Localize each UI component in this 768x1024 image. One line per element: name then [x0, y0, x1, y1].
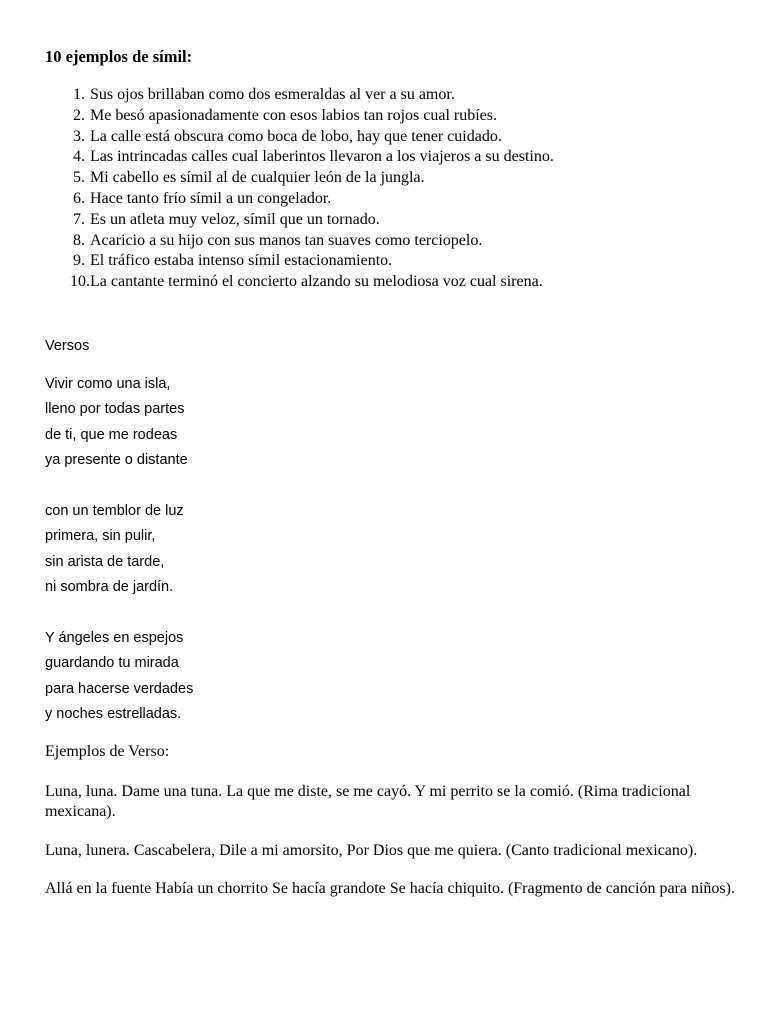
list-item [45, 189, 735, 210]
list-item [45, 251, 735, 272]
verse-line: y noches estrelladas. [45, 706, 182, 723]
list-item [45, 127, 735, 148]
list-item-number: 7. [73, 210, 85, 228]
list-item-number: 9. [73, 252, 85, 270]
list-item-text: Es un atleta muy veloz, símil que un tornado. [90, 210, 380, 228]
page-title: 10 ejemplos de símil: [45, 47, 193, 66]
list-item-number: 2. [73, 106, 85, 124]
list-item-number: 8. [73, 231, 85, 249]
verse-line: guardando tu mirada [45, 655, 179, 672]
verse-example: Luna, lunera. Cascabelera, Dile a mi amorsito, Por Dios que me quiera. (Canto tradicional mexicano). [45, 841, 698, 859]
list-item-text: Mi cabello es símil al de cualquier león de la jungla. [90, 169, 425, 187]
list-item-number: 6. [73, 189, 85, 207]
verse-line: ya presente o distante [45, 452, 188, 469]
verse-example: Luna, luna. Dame una tuna. La que me diste, se me cayó. Y mi perrito se la comió. (Rima tradicional mexicana). [45, 782, 691, 821]
verse-line: con un temblor de luz [45, 502, 184, 519]
verse-line: para hacerse verdades [45, 680, 194, 697]
simile-list [45, 85, 735, 293]
document-page [45, 46, 735, 918]
list-item-text: La calle está obscura como boca de lobo, hay que tener cuidado. [90, 127, 502, 145]
verses-section-title: Versos [45, 337, 90, 354]
list-item [45, 85, 735, 106]
list-item-number: 5. [73, 169, 85, 187]
verse-line: primera, sin pulir, [45, 528, 156, 545]
list-item-text: Las intrincadas calles cual laberintos llevaron a los viajeros a su destino. [90, 148, 554, 166]
stanza [45, 499, 735, 601]
verse-line: de ti, que me rodeas [45, 426, 178, 443]
list-item [45, 168, 735, 189]
verse-line: lleno por todas partes [45, 401, 185, 418]
verse-example: Allá en la fuente Había un chorrito Se hacía grandote Se hacía chiquito. (Fragmento de canción para niños). [45, 880, 735, 898]
verse-line: Y ángeles en espejos [45, 629, 184, 646]
verse-line: ni sombra de jardín. [45, 579, 174, 596]
list-item [45, 106, 735, 127]
verse-line: sin arista de tarde, [45, 553, 165, 570]
list-item [45, 272, 735, 293]
list-item-number: 4. [73, 148, 85, 166]
list-item [45, 147, 735, 168]
list-item [45, 210, 735, 231]
list-item-text: Sus ojos brillaban como dos esmeraldas al ver a su amor. [90, 86, 455, 103]
list-item-number: 10. [70, 273, 90, 291]
list-item [45, 231, 735, 252]
list-item-text: Me besó apasionadamente con esos labios tan rojos cual rubíes. [90, 106, 497, 124]
stanza [45, 372, 735, 474]
list-item-number: 3. [73, 127, 85, 145]
examples-section-title: Ejemplos de Verso: [45, 742, 170, 760]
list-item-text: La cantante terminó el concierto alzando su melodiosa voz cual sirena. [90, 273, 543, 291]
stanza [45, 626, 735, 728]
list-item-text: Acaricio a su hijo con sus manos tan suaves como terciopelo. [90, 231, 483, 249]
list-item-number: 1. [73, 86, 85, 103]
verse-line: Vivir como una isla, [45, 375, 171, 392]
list-item-text: El tráfico estaba intenso símil estacionamiento. [90, 252, 393, 270]
list-item-text: Hace tanto frío símil a un congelador. [90, 189, 332, 207]
